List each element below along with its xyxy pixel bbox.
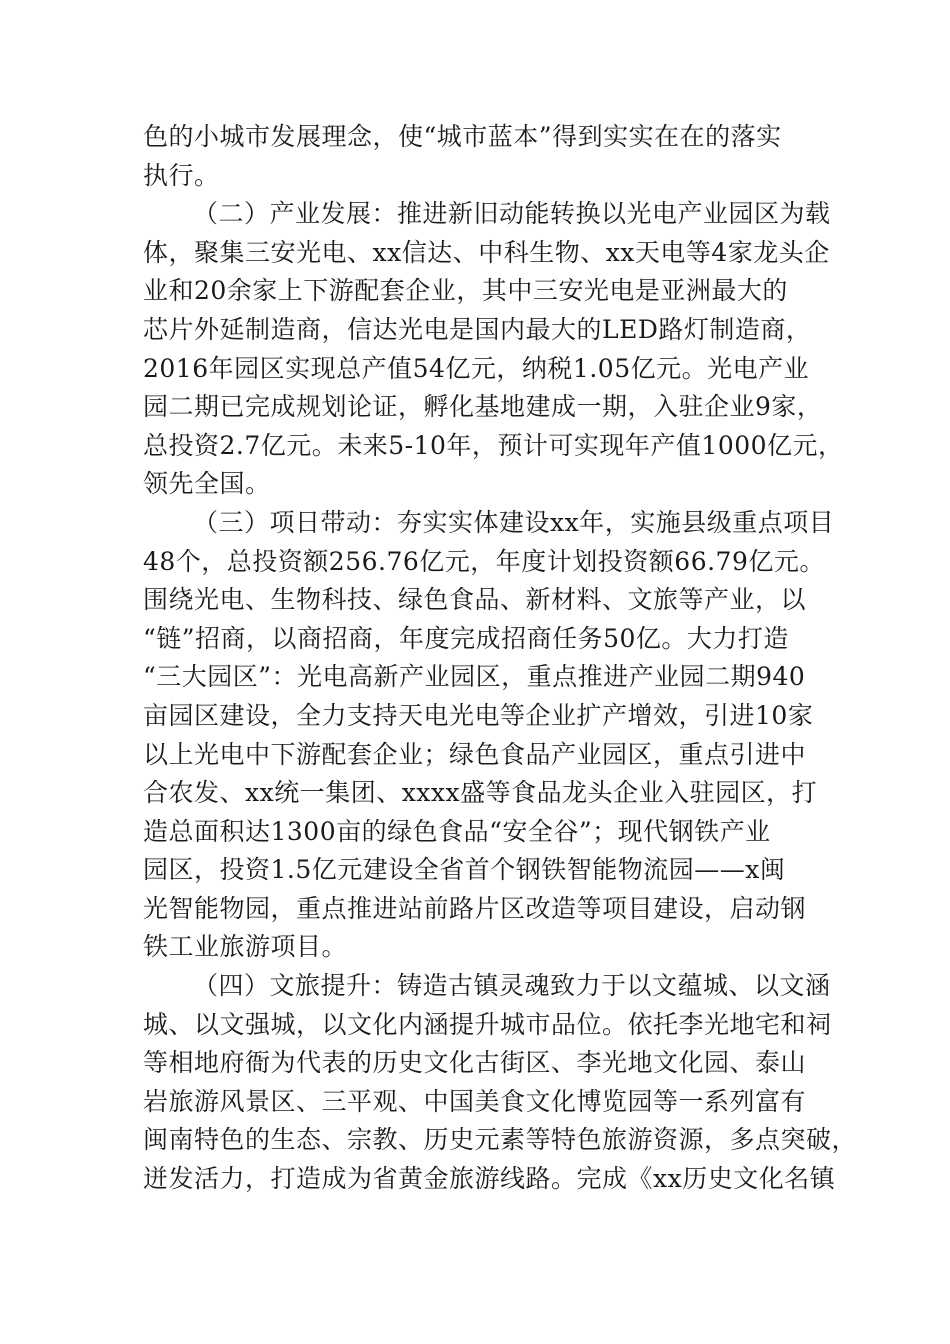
text-line: 园二期已完成规划论证，孵化基地建成一期，入驻企业9家， [143, 392, 823, 422]
text-line: 执行。 [143, 160, 220, 190]
text-line: 领先全国。 [143, 469, 271, 499]
text-line: 48个，总投资额256.76亿元，年度计划投资额66.79亿元。 [143, 546, 825, 576]
text-line: 色的小城市发展理念，使“城市蓝本”得到实实在在的落实 [143, 122, 782, 151]
text-line: 合农发、xx统一集团、xxxx盛等食品龙头企业入驻园区，打 [143, 778, 818, 808]
text-line: 闽南特色的生态、宗教、历史元素等特色旅游资源，多点突破， [143, 1125, 858, 1155]
document-body [143, 118, 858, 1199]
text-line: 光智能物园，重点推进站前路片区改造等项目建设，启动钢 [143, 893, 807, 923]
paragraph-start-line: （二）产业发展：推进新旧动能转换以光电产业园区为载 [193, 199, 831, 229]
text-line: 芯片外延制造商，信达光电是国内最大的LED路灯制造商， [143, 314, 812, 344]
text-line: 造总面积达1300亩的绿色食品“安全谷”；现代钢铁产业 [143, 816, 771, 846]
text-line: 亩园区建设，全力支持天电光电等企业扩产增效，引进10家 [143, 700, 814, 730]
paragraph-start-line: （三）项日带动：夯实实体建设xx年，实施县级重点项目 [193, 507, 835, 537]
text-line: 城、以文强城，以文化内涵提升城市品位。依托李光地宅和祠 [143, 1009, 832, 1039]
text-line: 等相地府衙为代表的历史文化古街区、李光地文化园、泰山 [143, 1048, 807, 1078]
text-line: 以上光电中下游配套企业；绿色食品产业园区，重点引进中 [143, 739, 807, 769]
text-line: “链”招商，以商招商，年度完成招商任务50亿。大力打造 [143, 623, 789, 653]
text-line: 总投资2.7亿元。未来5-10年，预计可实现年产值1000亿元， [143, 430, 844, 460]
text-line: “三大园区”：光电高新产业园区，重点推进产业园二期940 [143, 662, 806, 692]
text-line: 体，聚集三安光电、xx信达、中科生物、xx天电等4家龙头企 [143, 237, 830, 267]
paragraph-start-line: （四）文旅提升：铸造古镇灵魂致力于以文蕴城、以文涵 [193, 971, 831, 1001]
text-line: 业和20余家上下游配套企业，其中三安光电是亚洲最大的 [143, 276, 788, 306]
text-line: 围绕光电、生物科技、绿色食品、新材料、文旅等产业，以 [143, 585, 807, 615]
text-line: 园区，投资1.5亿元建设全省首个钢铁智能物流园——x闽 [143, 855, 786, 885]
text-line: 铁工业旅游项目。 [143, 932, 348, 962]
text-line: 迸发活力，打造成为省黄金旅游线路。完成《xx历史文化名镇 [143, 1164, 836, 1194]
text-line: 2016年园区实现总产值54亿元，纳税1.05亿元。光电产业 [143, 353, 810, 383]
text-line: 岩旅游风景区、三平观、中国美食文化博览园等一系列富有 [143, 1086, 807, 1116]
